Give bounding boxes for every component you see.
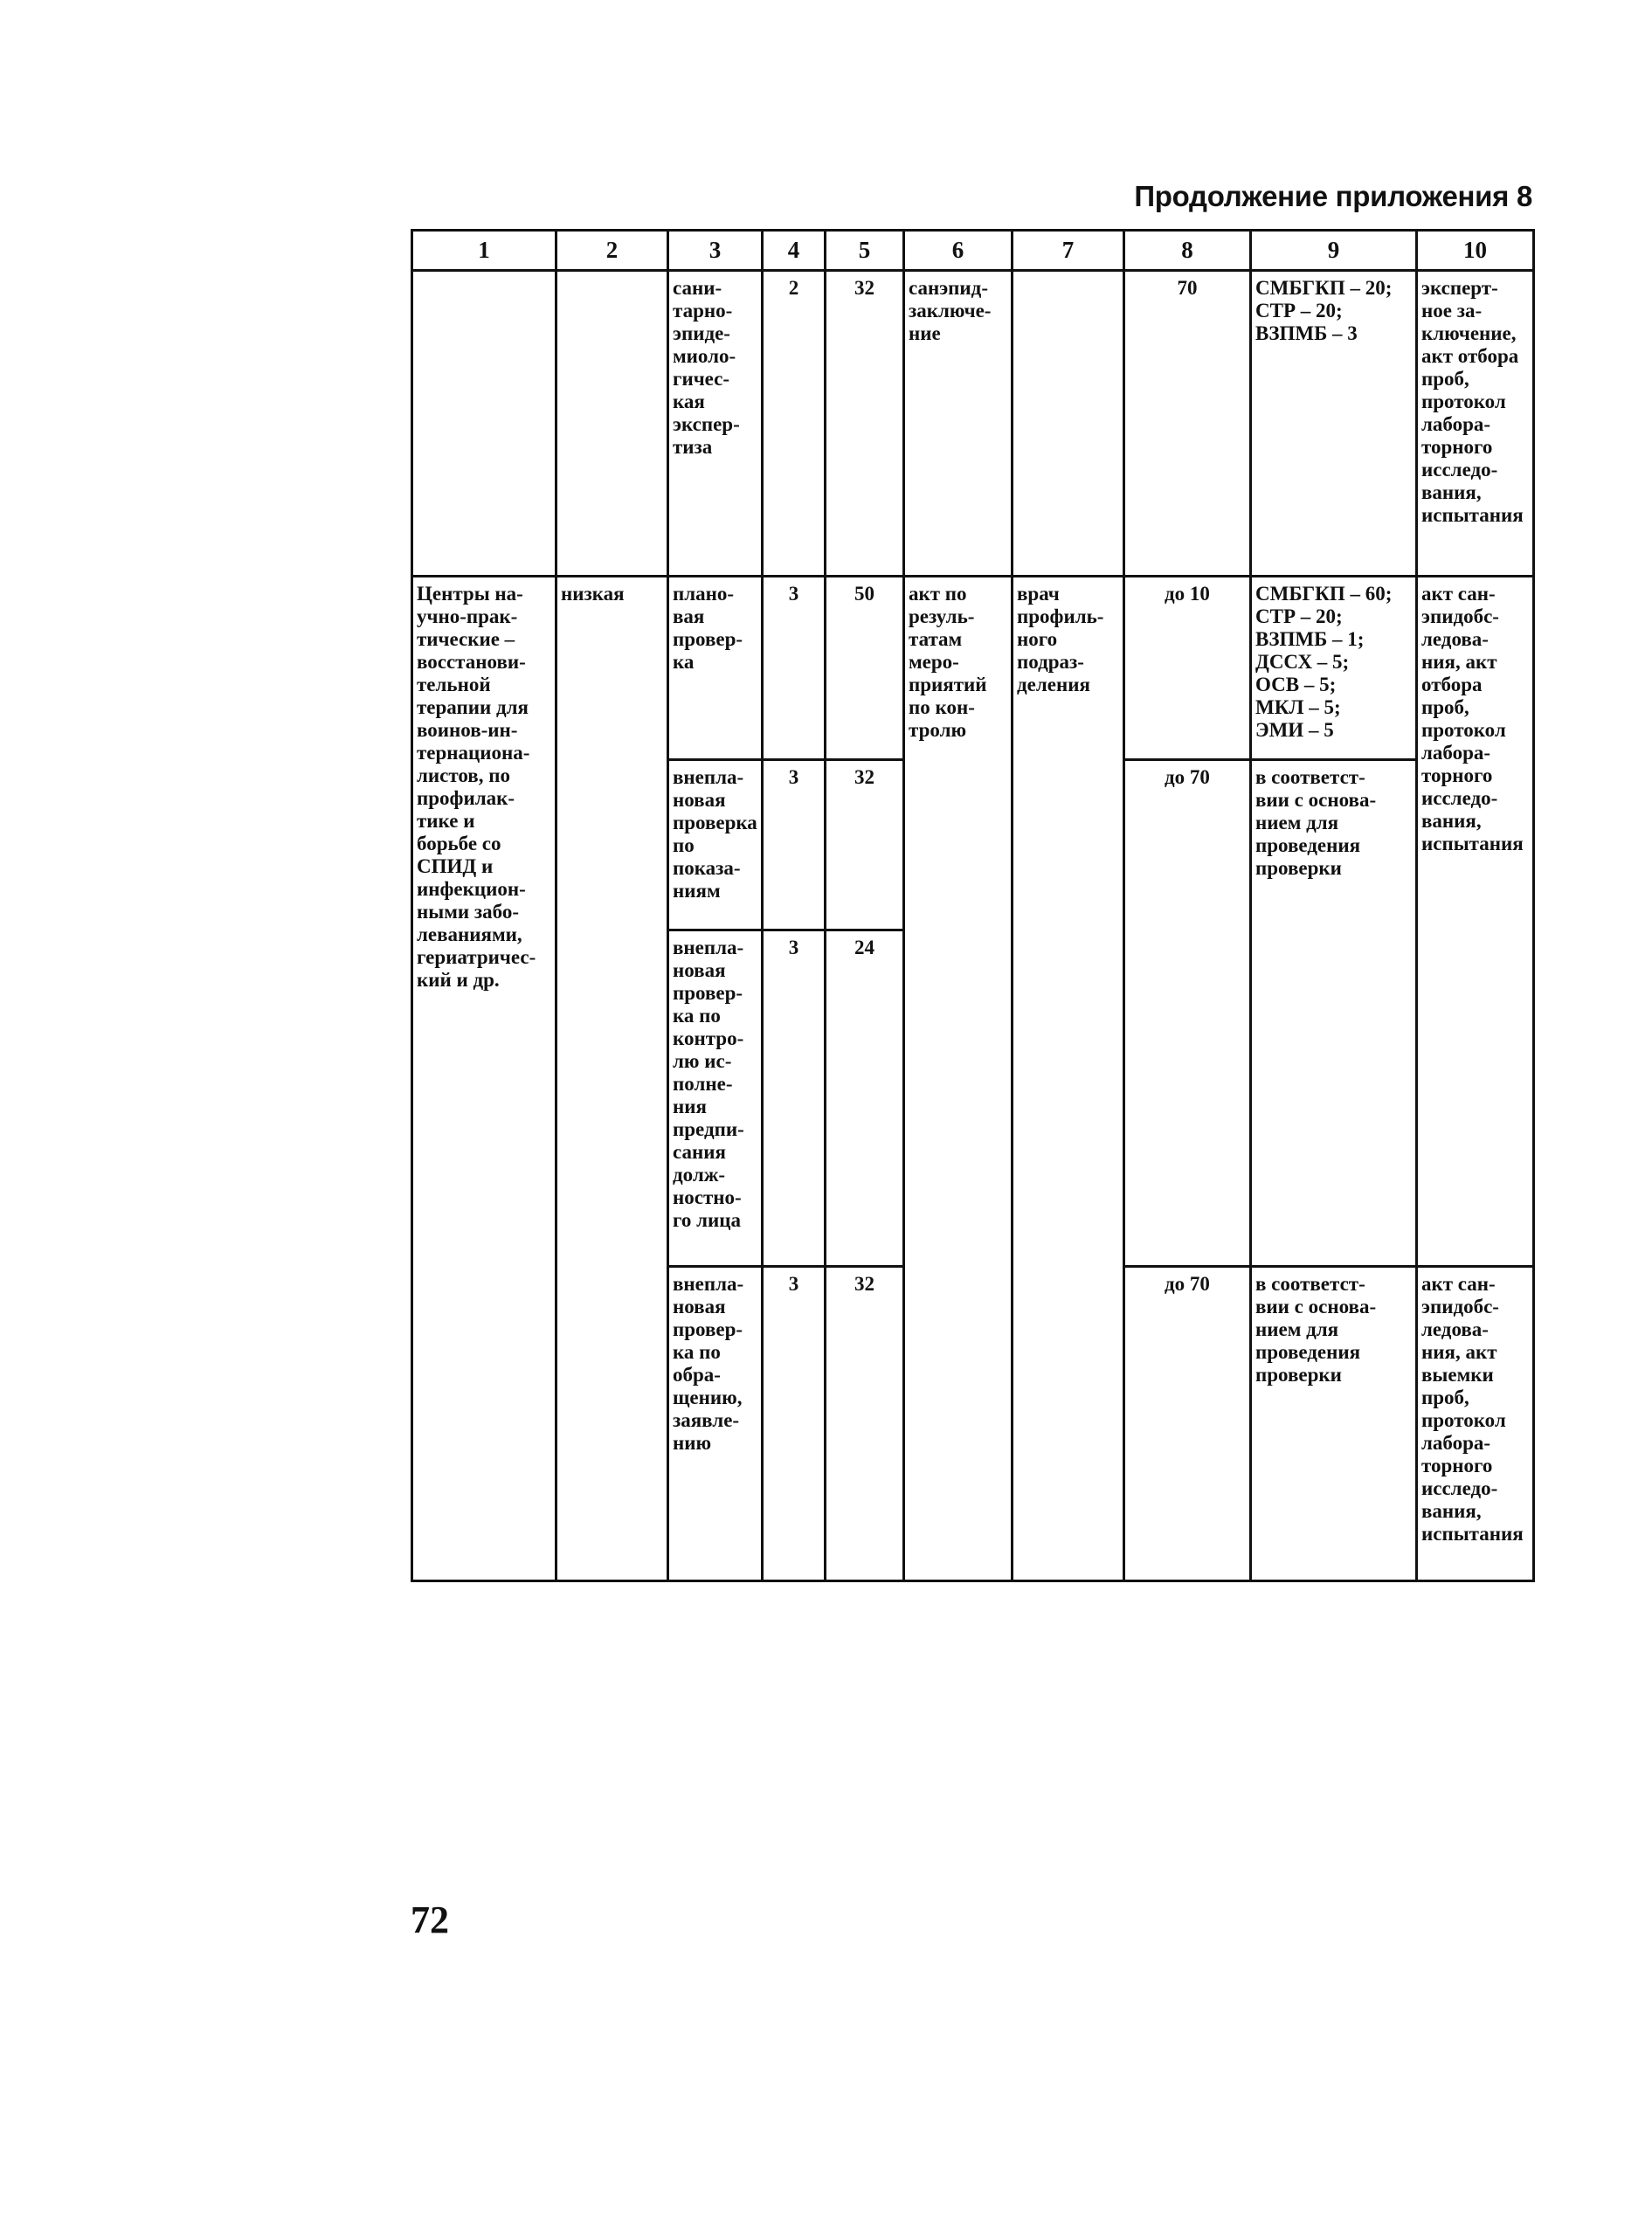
column-header: 10 — [1417, 231, 1534, 271]
column-header: 3 — [668, 231, 763, 271]
table-cell — [1013, 271, 1124, 577]
table-cell: 70 — [1124, 271, 1251, 577]
table-cell: 2 — [763, 271, 826, 577]
table-cell: до 10 — [1124, 577, 1251, 760]
table-cell — [556, 271, 668, 577]
column-header: 7 — [1013, 231, 1124, 271]
table-cell: 3 — [763, 1267, 826, 1581]
table-cell: 32 — [826, 760, 904, 930]
table-cell: 3 — [763, 930, 826, 1267]
table-cell — [412, 271, 556, 577]
table-cell: 3 — [763, 760, 826, 930]
table-cell: 32 — [826, 271, 904, 577]
table-row — [412, 271, 1534, 577]
table-cell: 50 — [826, 577, 904, 760]
table-cell: санэпид- заключе- ние — [904, 271, 1013, 577]
continuation-note: Продолжение приложения 8 — [1134, 180, 1532, 212]
column-header: 8 — [1124, 231, 1251, 271]
table-cell: внепла- новая провер- ка по обра- щению, заявле- нию — [668, 1267, 763, 1581]
table-cell: низкая — [556, 577, 668, 1581]
column-header: 6 — [904, 231, 1013, 271]
table-cell: сани- тарно- эпиде- миоло- гичес- кая экспер- тиза — [668, 271, 763, 577]
column-header-row — [412, 231, 1534, 271]
table-cell: СМБГКП – 60; СТР – 20; ВЗПМБ – 1; ДССХ – 5; ОСВ – 5; МКЛ – 5; ЭМИ – 5 — [1251, 577, 1417, 760]
table-cell: внепла- новая проверка по показа- ниям — [668, 760, 763, 930]
table-cell: Центры на- учно-прак- тические – восстанови- тельной терапии для воинов-ин- тернациона- листов, по профилак- тике и борьбе со СПИД и инфекцион- ными забо- леваниями, гериатричес- кий и др. — [412, 577, 556, 1581]
column-header: 4 — [763, 231, 826, 271]
column-header: 2 — [556, 231, 668, 271]
table-row — [412, 577, 1534, 760]
column-header: 5 — [826, 231, 904, 271]
table-cell: в соответст- вии с основа- нием для проведения проверки — [1251, 1267, 1417, 1581]
table-cell: 3 — [763, 577, 826, 760]
table-cell: плано- вая провер- ка — [668, 577, 763, 760]
table-cell: до 70 — [1124, 760, 1251, 1267]
page-number: 72 — [411, 1898, 449, 1941]
inspection-table — [411, 229, 1535, 1582]
table-cell: до 70 — [1124, 1267, 1251, 1581]
table-cell: в соответст- вии с основа- нием для проведения проверки — [1251, 760, 1417, 1267]
table-cell: акт сан- эпидобс- ледова- ния, акт выемки проб, протокол лабора- торного исследо- вания, испытания — [1417, 1267, 1534, 1581]
column-header: 9 — [1251, 231, 1417, 271]
table-cell: акт сан- эпидобс- ледова- ния, акт отбора проб, протокол лабора- торного исследо- вания, испытания — [1417, 577, 1534, 1267]
table-cell: 24 — [826, 930, 904, 1267]
column-header: 1 — [412, 231, 556, 271]
table-cell: эксперт- ное за- ключение, акт отбора проб, протокол лабора- торного исследо- вания, испытания — [1417, 271, 1534, 577]
table-cell: врач профиль- ного подраз- деления — [1013, 577, 1124, 1581]
table-cell: внепла- новая провер- ка по контро- лю ис- полне- ния предпи- сания долж- ностно- го лица — [668, 930, 763, 1267]
table-cell: СМБГКП – 20; СТР – 20; ВЗПМБ – 3 — [1251, 271, 1417, 577]
table-cell: 32 — [826, 1267, 904, 1581]
table-cell: акт по резуль- татам меро- приятий по кон- тролю — [904, 577, 1013, 1581]
